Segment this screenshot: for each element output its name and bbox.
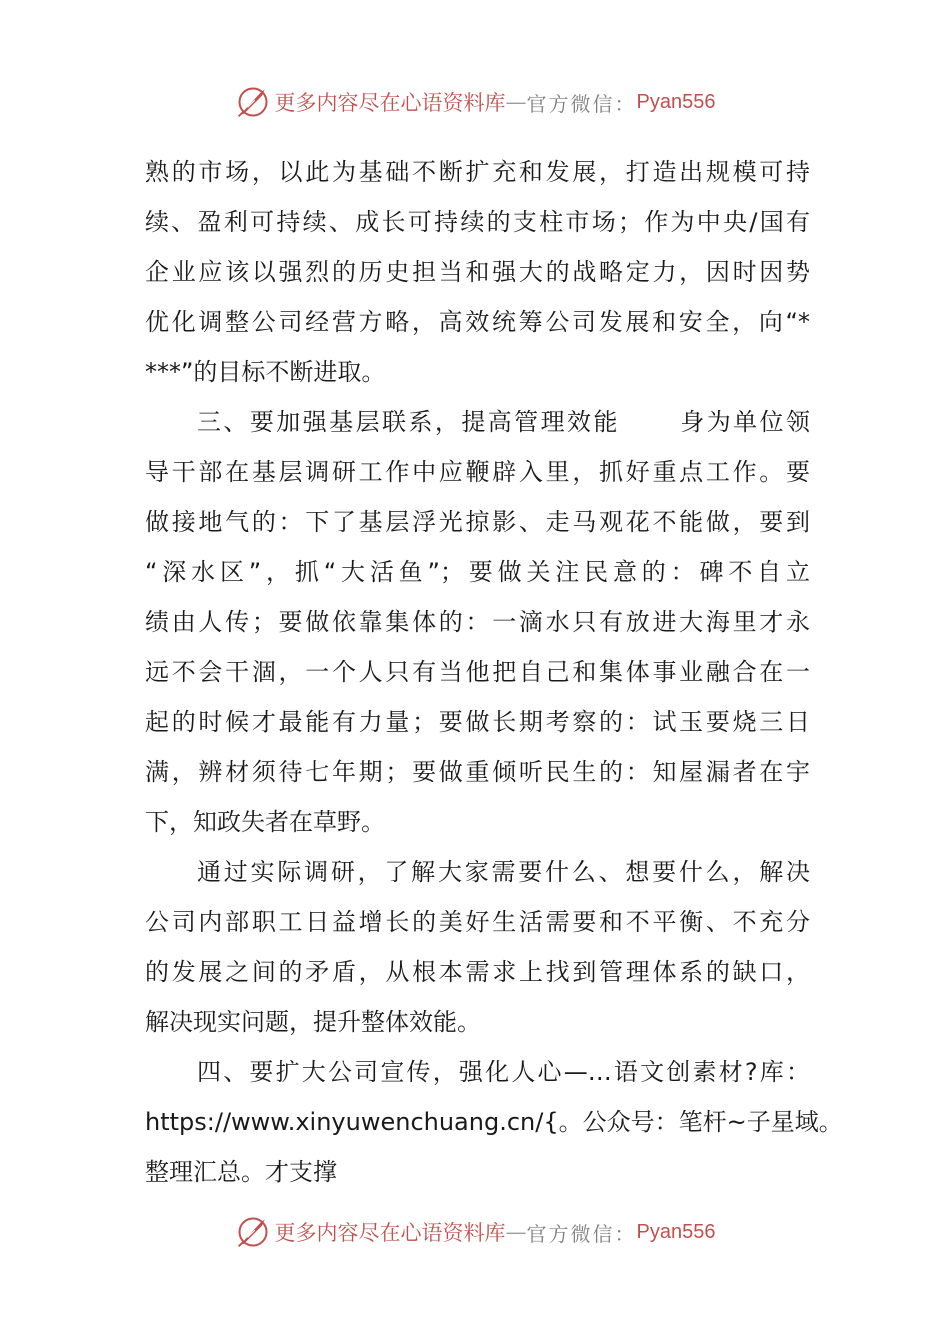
body-line: 优化调整公司经营方略，高效统筹公司发展和安全，向“* bbox=[145, 308, 810, 336]
body-line: 整理汇总。才支撑 bbox=[145, 1158, 337, 1186]
footer-official-label: 官方微信： bbox=[526, 1221, 637, 1246]
body-line: 熟的市场，以此为基础不断扩充和发展，打造出规模可持 bbox=[145, 158, 810, 186]
body-line: 满，辨材须待七年期；要做重倾听民生的：知屋漏者在宇 bbox=[145, 758, 810, 786]
header-separator: — bbox=[505, 90, 527, 114]
header-wechat-id: Pyan556 bbox=[636, 90, 716, 113]
body-line: 解决现实问题，提升整体效能。 bbox=[145, 1008, 481, 1036]
paragraph-start-line: 通过实际调研，了解大家需要什么、想要什么，解决 bbox=[197, 858, 810, 886]
footer-banner bbox=[0, 1210, 950, 1254]
body-line: 导干部在基层调研工作中应鞭辟入里，抓好重点工作。要 bbox=[145, 458, 810, 486]
body-line: ***”的目标不断进取。 bbox=[145, 358, 386, 386]
body-line: 的发展之间的矛盾，从根本需求上找到管理体系的缺口， bbox=[145, 958, 810, 986]
quill-pen-circle-icon bbox=[235, 84, 271, 120]
quill-pen-circle-icon bbox=[235, 1214, 271, 1250]
body-line: 起的时候才最能有力量；要做长期考察的：试玉要烧三日 bbox=[145, 708, 810, 736]
document-body bbox=[145, 147, 843, 1197]
body-line: 公司内部职工日益增长的美好生活需要和不平衡、不充分 bbox=[145, 908, 810, 936]
section-heading-line: 三、要加强基层联系，提高管理效能 身为单位领 bbox=[197, 408, 810, 436]
body-line: 企业应该以强烈的历史担当和强大的战略定力，因时因势 bbox=[145, 258, 810, 286]
body-line: 远不会干涸，一个人只有当他把自己和集体事业融合在一 bbox=[145, 658, 810, 686]
footer-separator: — bbox=[505, 1220, 527, 1244]
section-heading-line: 四、要扩大公司宣传，强化人心—…语文创素材?库： bbox=[197, 1058, 810, 1086]
url-line: https://www.xinyuwenchuang.cn/{。公众号：笔杆~子星域。 bbox=[145, 1108, 843, 1136]
header-official-label: 官方微信： bbox=[526, 91, 637, 116]
header-banner bbox=[0, 80, 950, 124]
body-line: 下，知政失者在草野。 bbox=[145, 808, 385, 836]
body-line: 续、盈利可持续、成长可持续的支柱市场；作为中央/国有 bbox=[145, 208, 810, 236]
header-site-text: 更多内容尽在心语资料库 bbox=[274, 91, 506, 115]
footer-wechat-id: Pyan556 bbox=[636, 1220, 716, 1243]
footer-site-text: 更多内容尽在心语资料库 bbox=[274, 1221, 506, 1245]
body-line: 绩由人传；要做依靠集体的：一滴水只有放进大海里才永 bbox=[145, 608, 810, 636]
body-line: “深水区”，抓“大活鱼”；要做关注民意的：碑不自立 bbox=[145, 558, 810, 586]
body-line: 做接地气的：下了基层浮光掠影、走马观花不能做，要到 bbox=[145, 508, 810, 536]
